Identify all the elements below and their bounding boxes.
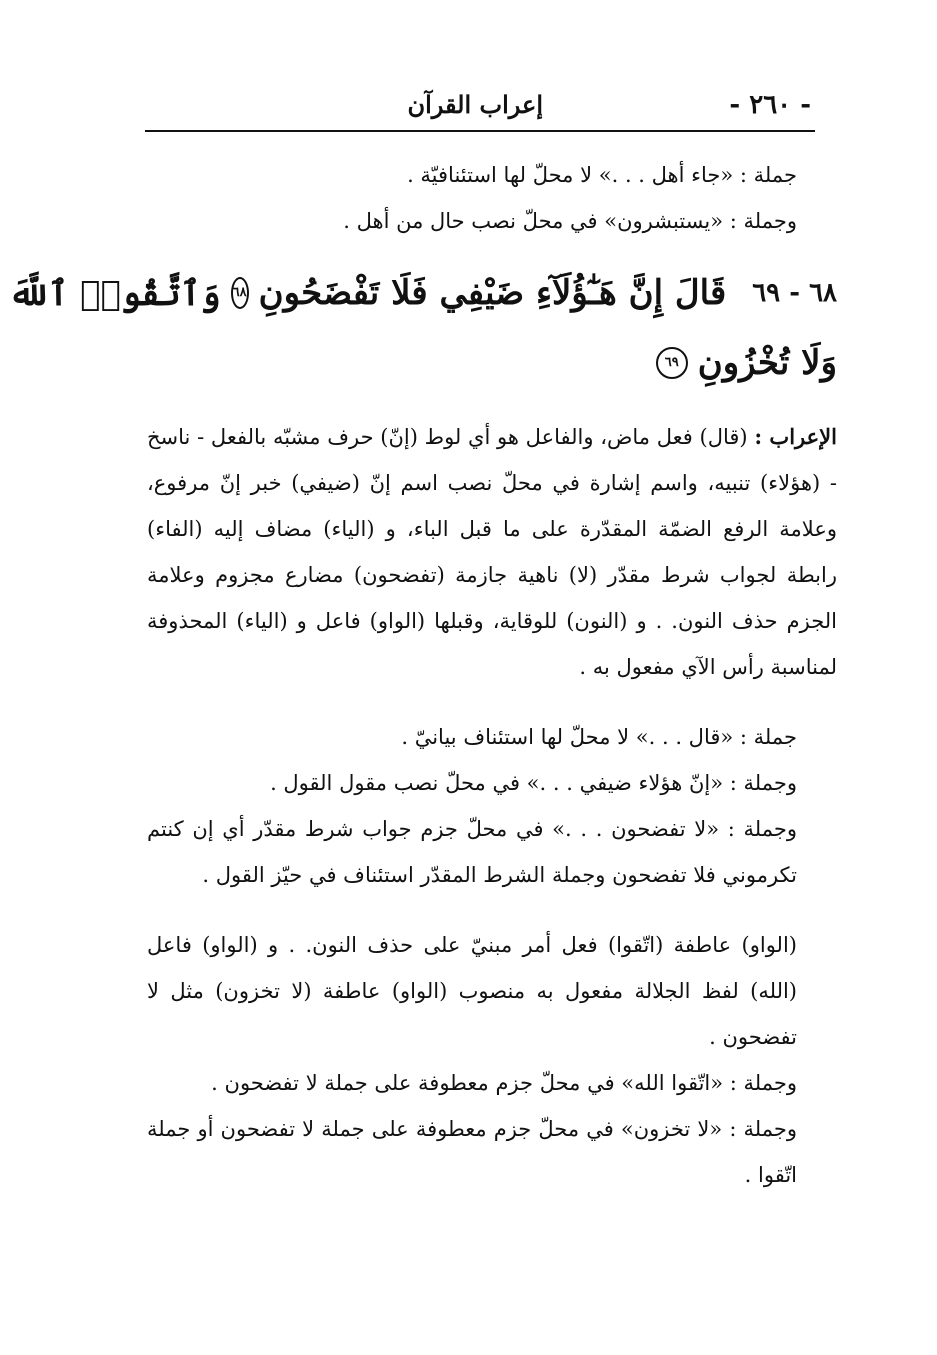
verse-text-2: وَلَا تُخْزُونِ [697,343,837,383]
verse-text-1b: وَٱتَّقُوا۟ ٱللَّهَ [8,273,221,314]
sentence-analysis-4: وجملة : «اتّقوا الله» في محلّ جزم معطوفة على جملة لا تفضحون . [211,1071,797,1095]
verse-line-2 [147,328,837,398]
intro-sentence-1: جملة : «جاء أهل . . .» لا محلّ لها استئنافيّة . [407,163,797,187]
irab-label: الإعراب : [754,424,837,449]
paragraph-2: (الواو) عاطفة (اتّقوا) فعل أمر مبنيّ على حذف النون. . و (الواو) فاعل (الله) لفظ الجلالة مفعول به منصوب (الواو) عاطفة (لا تخزون) مثل لا تفضحون . [147,933,797,1049]
irab-text: (قال) فعل ماض، والفاعل هو أي لوط (إنّ) حرف مشبّه بالفعل - ناسخ - (هؤلاء) تنبيه، واسم إشارة في محلّ نصب اسم إنّ (ضيفي) خبر إنّ مرفوع، وعلامة الرفع الضمّة المقدّرة على ما قبل الباء، و (الياء) مضاف إليه (الفاء) رابطة لجواب شرط مقدّر (لا) ناهية جازمة (تفضحون) مضارع مجزوم وعلامة الجزم حذف النون. . و (النون) للوقاية، وقبلها (الواو) فاعل و (الياء) المحذوفة لمناسبة رأس الآي مفعول به . [147,425,837,679]
ayah-marker-icon: ٦٨ [231,277,249,309]
page-number: - ٢٦٠ - [729,90,811,120]
quran-verse [8,258,837,398]
verse-number: ٦٨ - ٦٩ [752,278,837,308]
page-header [145,84,815,132]
ayah-marker-icon: ٦٩ [656,347,688,379]
irab-paragraph [147,414,837,690]
sentence-analysis-2: وجملة : «إنّ هؤلاء ضيفي . . .» في محلّ نصب مقول القول . [270,771,797,795]
sentence-analysis-5: وجملة : «لا تخزون» في محلّ جزم معطوفة على جملة لا تفضحون أو جملة اتّقوا . [147,1117,797,1187]
intro-sentence-2: وجملة : «يستبشرون» في محلّ نصب حال من أهل . [343,209,797,233]
page-content [8,152,837,1198]
sentence-analysis-3: وجملة : «لا تفضحون . . .» في محلّ جزم جواب شرط مقدّر أي إن كنتم تكرموني فلا تفضحون وجملة الشرط المقدّر استئناف في حيّز القول . [147,817,797,887]
sentence-analysis-1: جملة : «قال . . .» لا محلّ لها استئناف بيانيّ . [401,725,797,749]
book-title: إعراب القرآن [407,90,543,119]
verse-line-1 [8,258,837,328]
verse-text-1: قَالَ إِنَّ هَـٰٓؤُلَآءِ ضَيْفِي فَلَا تَفْضَحُونِ [258,273,727,313]
